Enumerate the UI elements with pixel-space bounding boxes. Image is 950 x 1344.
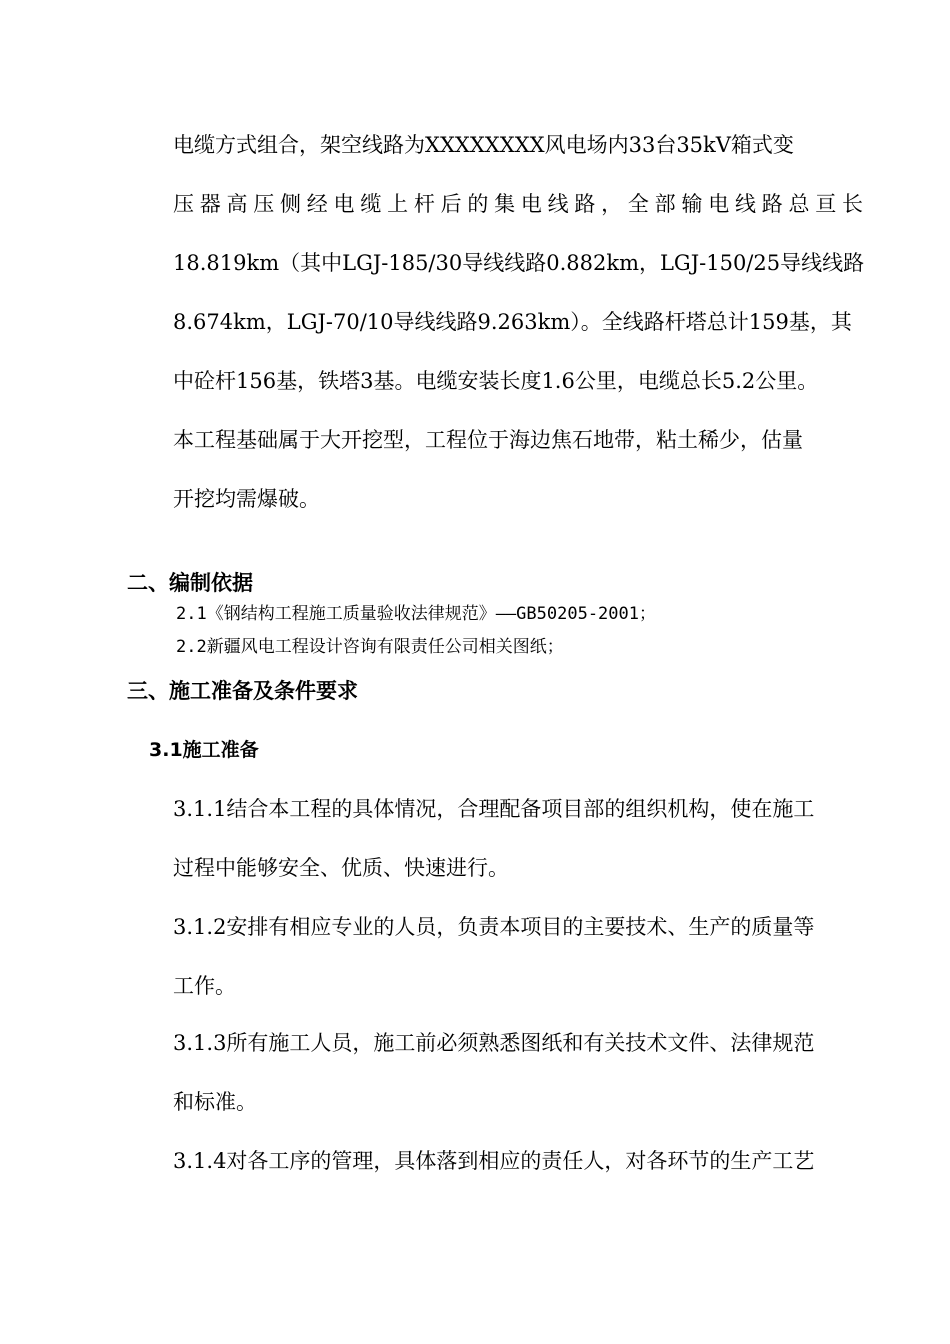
paragraph-line: 8.674km，LGJ-70/10导线线路9.263km）。全线路杆塔总计159基，其 (173, 310, 852, 334)
paragraph-line: 3.1.3所有施工人员，施工前必须熟悉图纸和有关技术文件、法律规范 (173, 1031, 815, 1055)
paragraph-line: 3.1.2安排有相应专业的人员，负责本项目的主要技术、生产的质量等 (173, 915, 815, 939)
reference-item: 2.2新疆风电工程设计咨询有限责任公司相关图纸； (176, 637, 564, 657)
paragraph-line: 中砼杆156基，铁塔3基。电缆安装长度1.6公里，电缆总长5.2公里。 (173, 369, 819, 393)
paragraph-line: 3.1.1结合本工程的具体情况，合理配备项目部的组织机构，使在施工 (173, 797, 815, 821)
paragraph-line: 18.819km（其中LGJ-185/30导线线路0.882km，LGJ-150/25导线线路 (173, 251, 865, 275)
paragraph-line: 工作。 (173, 974, 236, 998)
reference-item: 2.1《钢结构工程施工质量验收法律规范》——GB50205-2001； (176, 604, 656, 624)
paragraph-line: 压器高压侧经电缆上杆后的集电线路，全部输电线路总亘长 (173, 192, 863, 216)
paragraph-line: 电缆方式组合，架空线路为XXXXXXXX风电场内33台35kV箱式变 (173, 133, 794, 157)
paragraph-line: 3.1.4对各工序的管理，具体落到相应的责任人，对各环节的生产工艺 (173, 1149, 815, 1173)
subsection-heading: 3.1施工准备 (149, 739, 259, 761)
section-heading: 三、施工准备及条件要求 (127, 679, 358, 703)
paragraph-line: 本工程基础属于大开挖型，工程位于海边焦石地带，粘土稀少，估量 (173, 428, 803, 452)
paragraph-line: 开挖均需爆破。 (173, 487, 320, 511)
paragraph-line: 过程中能够安全、优质、快速进行。 (173, 856, 509, 880)
paragraph-line: 和标准。 (173, 1090, 257, 1114)
section-heading: 二、编制依据 (127, 571, 253, 595)
